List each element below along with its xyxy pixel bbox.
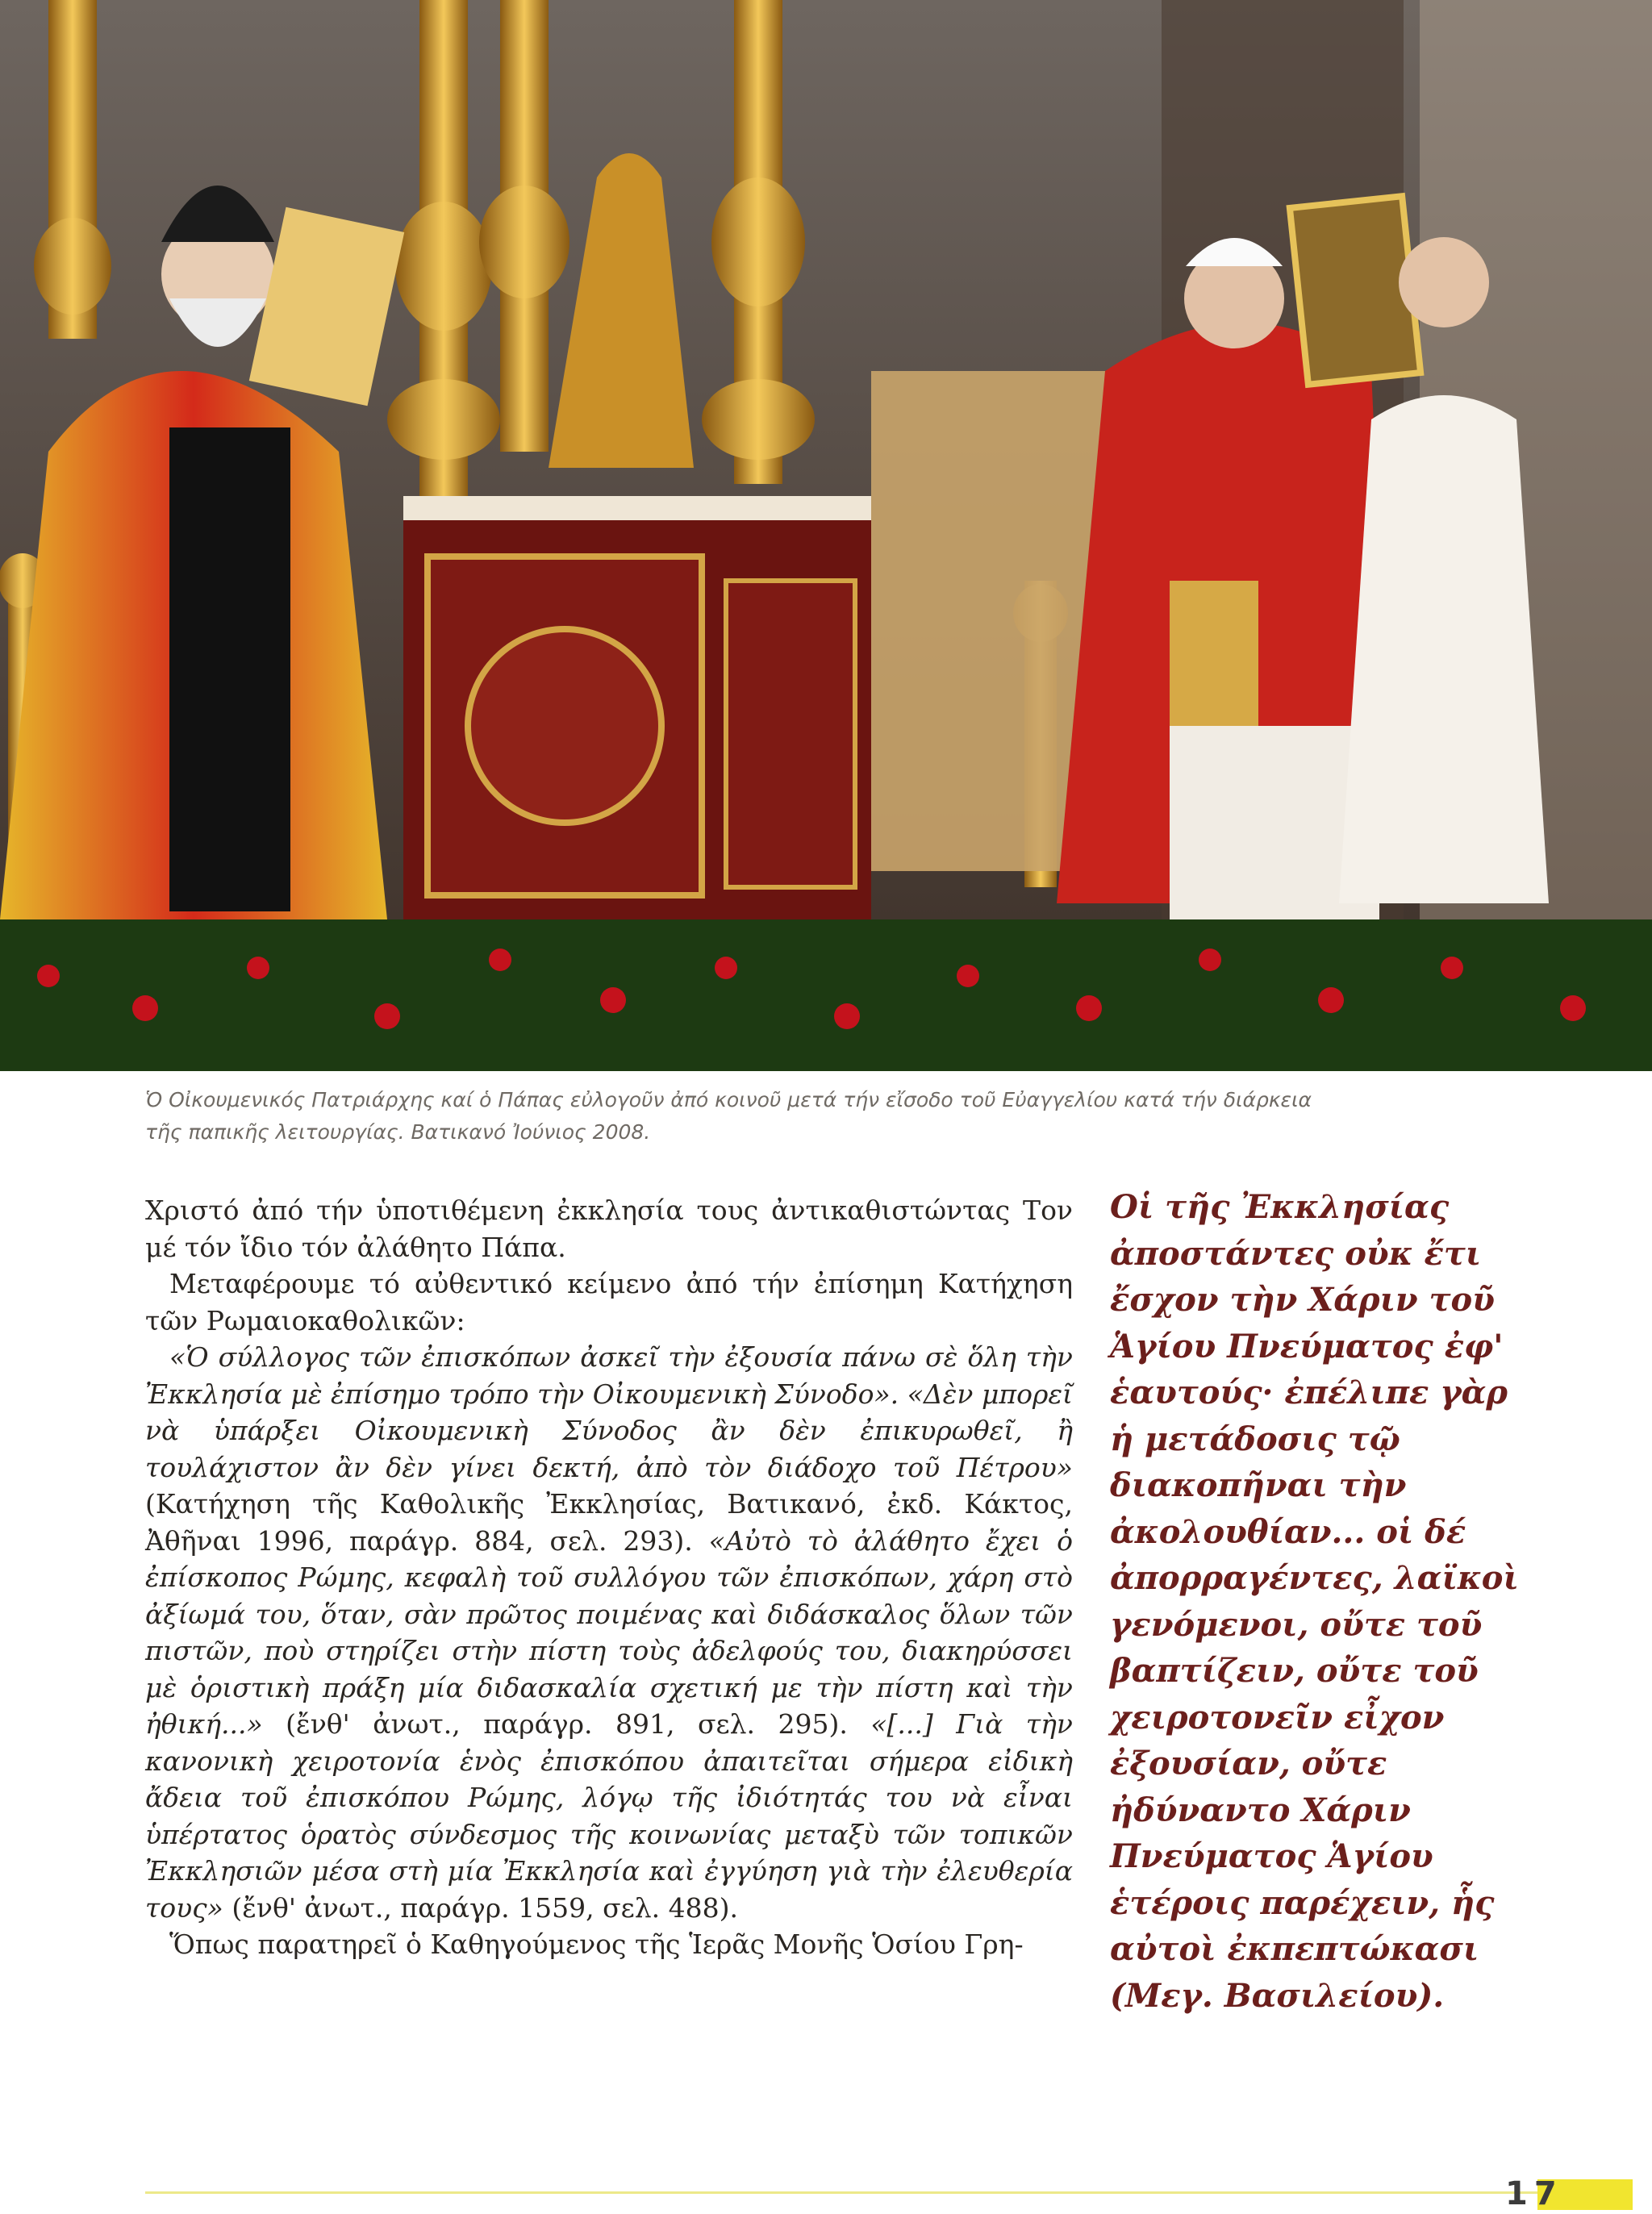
paragraph-2: Μεταφέρουμε τό αὐθεντικό κείμενο ἀπό τήν ἐπίσημη Κατήχηση τῶν Ρωμαιοκαθολικῶν: <box>145 1268 1073 1336</box>
page-number: 17 <box>1505 2175 1563 2212</box>
caption-line-2: τῆς παπικῆς λειτουργίας. Βατικανό Ἰούνιος 2008. <box>145 1120 651 1144</box>
ceremony-photo-illustration <box>0 0 1652 1071</box>
catechism-quote-2: «Αὐτὸ τὸ ἀλάθητο ἔχει ὁ ἐπίσκοπος Ρώμης, κεφαλὴ τοῦ συλλόγου τῶν ἐπισκόπων, χάρη στὸ ἀξίωμά του, ὅταν, σὰν πρῶτος ποιμένας καὶ διδάσκαλος ὅλων τῶν πιστῶν, ποὺ στηρίζει στὴν πίστη τοὺς ἀδελφούς του, διακηρύσσει μὲ ὁριστικὴ πράξη μία διδασκαλία σχετική με τὴν πίστη καὶ τὴν ἠθική...» <box>145 1524 1073 1740</box>
reference-3: (ἔνθ' ἀνωτ., παράγρ. 1559, σελ. 488). <box>223 1891 738 1924</box>
footer-rule <box>145 2191 1537 2194</box>
paragraph-3-quotes <box>145 1339 1073 1926</box>
ceremony-photo <box>0 0 1652 1071</box>
catechism-quote-3: «[...] Γιὰ τὴν κανονικὴ χειροτονία ἑνὸς ἐπισκόπου ἀπαιτεῖται σήμερα εἰδικὴ ἄδεια τοῦ ἐπισκόπου Ρώμης, λόγῳ τῆς ἰδιότητάς του νὰ εἶναι ὑπέρτατος ὁρατὸς σύνδεσμος τῆς κοινωνίας μεταξὺ τῶν τοπικῶν Ἐκκλησιῶν μέσα στὴ μία Ἐκκλησία καὶ ἐγγύηση γιὰ τὴν ἐλευθερία τους» <box>145 1708 1073 1924</box>
caption-line-1: Ὁ Οἰκουμενικός Πατριάρχης καί ὁ Πάπας εὐλογοῦν ἀπό κοινοῦ μετά τήν εἴσοδο τοῦ Εὐαγγελίου κατά τήν διάρκεια <box>145 1088 1312 1111</box>
reference-2: (ἔνθ' ἀνωτ., παράγρ. 891, σελ. 295). <box>262 1708 871 1740</box>
catechism-quote-1: «Ὁ σύλλογος τῶν ἐπισκόπων ἀσκεῖ τὴν ἐξουσία πάνω σὲ ὅλη τὴν Ἐκκλησία μὲ ἐπίσημο τρόπο τὴν Οἰκουμενικὴ Σύνοδο». «Δὲν μπορεῖ νὰ ὑπάρξει Οἰκουμενικὴ Σύνοδος ἂν δὲν ἐπικυρωθεῖ, ἢ τουλάχιστον ἂν δὲν γίνει δεκτή, ἀπὸ τὸν διάδοχο τοῦ Πέτρου» <box>145 1341 1073 1483</box>
paragraph-1: Χριστό ἀπό τήν ὑποτιθέμενη ἐκκλησία τους ἀντικαθιστώντας Τον μέ τόν ἴδιο τόν ἀλάθητο Πάπα. <box>145 1195 1073 1263</box>
sidebar-quote-text: Οἱ τῆς Ἐκκλησίας ἀποστάντες οὐκ ἔτι ἔσχον τὴν Χάριν τοῦ Ἁγίου Πνεύματος ἐφ' ἑαυτούς· ἐπέλιπε γὰρ ἡ μετάδοσις τῷ διακοπῆναι τὴν ἀκολουθίαν... οἱ δέ ἀπορραγέντες, λαϊκοὶ γενόμενοι, οὔτε τοῦ βαπτίζειν, οὔτε τοῦ χειροτονεῖν εἶχον ἐξουσίαν, οὔτε ἠδύναντο Χάριν Πνεύματος Ἁγίου ἑτέροις παρέχειν, ἧς αὐτοὶ ἐκπεπτώκασι <box>1110 1188 1519 1968</box>
main-text-column <box>145 1192 1073 1963</box>
sidebar-quote <box>1110 1184 1529 2019</box>
sidebar-quote-source: (Μεγ. Βασιλείου). <box>1110 1976 1445 2015</box>
paragraph-4: Ὅπως παρατηρεῖ ὁ Καθηγούμενος τῆς Ἱερᾶς Μονῆς Ὁσίου Γρη- <box>169 1928 1024 1960</box>
reference-1: (Κατήχηση τῆς Καθολικῆς Ἐκκλησίας, Βατικανό, ἐκδ. Κάκτος, Ἀθῆναι 1996, παράγρ. 884, σελ. 293). <box>145 1488 1073 1557</box>
photo-caption <box>145 1084 1516 1149</box>
